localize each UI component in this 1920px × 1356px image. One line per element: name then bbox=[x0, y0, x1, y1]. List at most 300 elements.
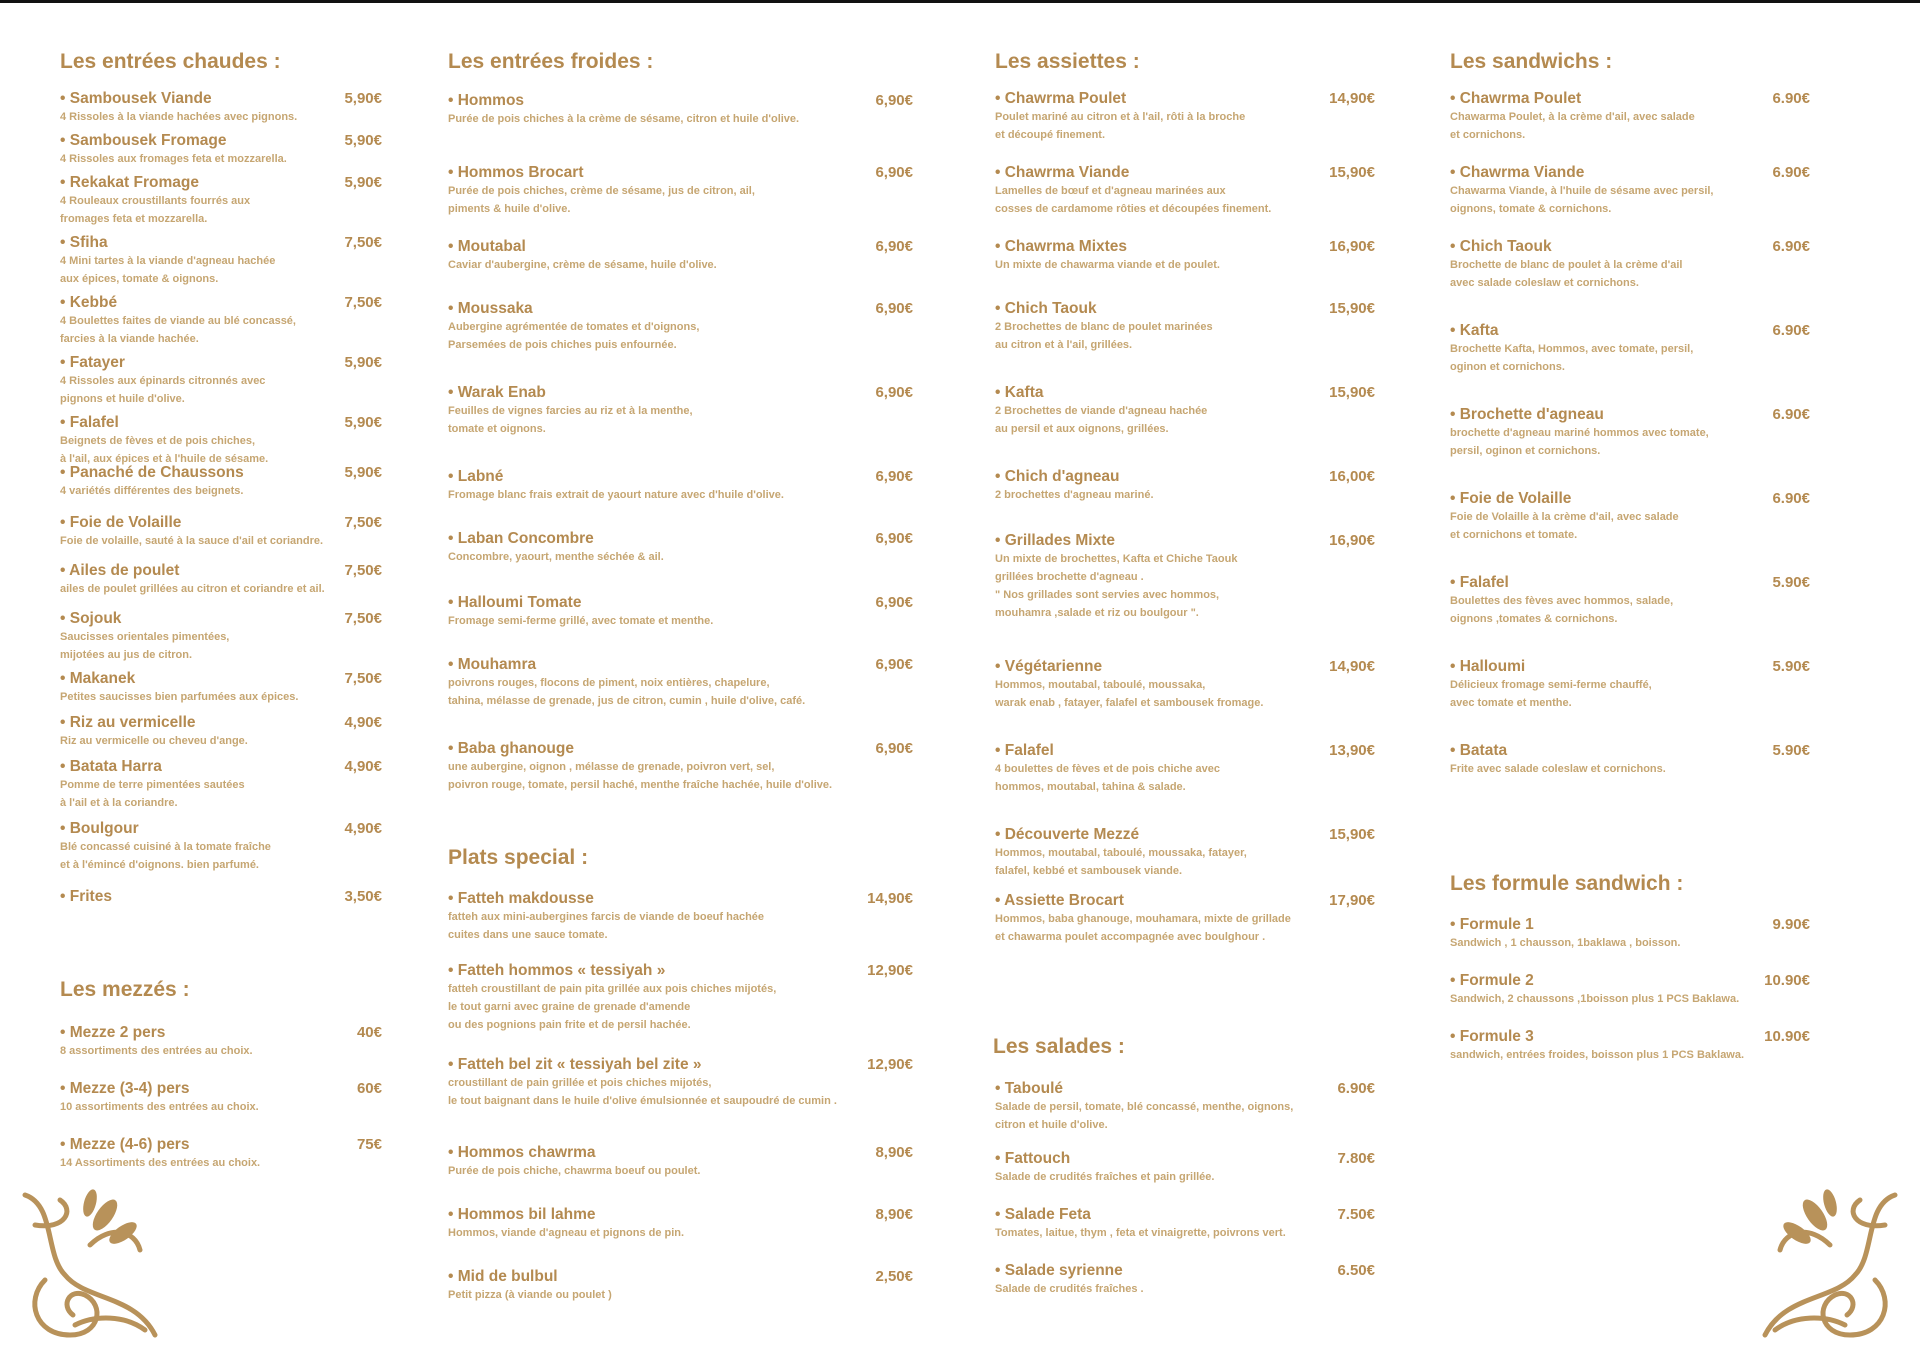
menu-item-header bbox=[60, 714, 382, 732]
menu-item-name: • Batata bbox=[1450, 742, 1508, 759]
menu-item-description: Un mixte de chawarma viande et de poulet. bbox=[995, 259, 1220, 271]
menu-item-name: • Halloumi Tomate bbox=[448, 594, 582, 611]
menu-item-price: 5,90€ bbox=[344, 132, 382, 149]
menu-item-header bbox=[995, 1262, 1375, 1280]
menu-item-price: 6,90€ bbox=[875, 594, 913, 611]
menu-column-1 bbox=[60, 50, 382, 1169]
menu-item bbox=[448, 1056, 913, 1110]
menu-item-name: • Brochette d'agneau bbox=[1450, 406, 1604, 423]
menu-item-name: • Découverte Mezzé bbox=[995, 826, 1140, 843]
menu-item-description: Tomates, laitue, thym , feta et vinaigrette, poivrons vert. bbox=[995, 1227, 1286, 1239]
menu-item-description: Salade de persil, tomate, blé concassé, menthe, oignons, citron et huile d'olive. bbox=[995, 1101, 1294, 1131]
menu-item-name: • Halloumi bbox=[1450, 658, 1526, 675]
menu-item-price: 12,90€ bbox=[867, 962, 913, 979]
menu-item bbox=[448, 656, 913, 710]
menu-item-header bbox=[60, 464, 382, 482]
menu-item bbox=[1450, 1028, 1810, 1064]
menu-item bbox=[995, 826, 1375, 880]
menu-item bbox=[60, 174, 382, 228]
menu-item-price: 6,90€ bbox=[875, 530, 913, 547]
menu-item-description: Un mixte de brochettes, Kafta et Chiche Taouk grillées brochette d'agneau . " Nos grillades sont servies avec hommos, mouhamra ,salade et riz ou boulgour ". bbox=[995, 553, 1238, 619]
menu-item-name: • Falafel bbox=[995, 742, 1054, 759]
menu-item-name: • Hommos Brocart bbox=[448, 164, 584, 181]
menu-item-name: • Makanek bbox=[60, 670, 136, 687]
menu-item-price: 7,50€ bbox=[344, 670, 382, 687]
menu-item bbox=[60, 758, 382, 812]
menu-column-3 bbox=[993, 50, 1375, 1295]
menu-item-price: 6,90€ bbox=[875, 656, 913, 673]
menu-item-price: 6.50€ bbox=[1337, 1262, 1375, 1279]
menu-item-description: Chawarma Viande, à l'huile de sésame avec persil, oignons, tomate & cornichons. bbox=[1450, 185, 1714, 215]
menu-item bbox=[60, 234, 382, 288]
menu-item-price: 5,90€ bbox=[344, 464, 382, 481]
menu-item-header bbox=[448, 656, 913, 674]
menu-item-price: 4,90€ bbox=[344, 820, 382, 837]
menu-item-price: 7.80€ bbox=[1337, 1150, 1375, 1167]
menu-item bbox=[995, 742, 1375, 796]
menu-item-description: Petit pizza (à viande ou poulet ) bbox=[448, 1289, 612, 1301]
menu-item-name: • Sambousek Viande bbox=[60, 90, 212, 107]
menu-item-description: fatteh aux mini-aubergines farcis de viande de boeuf hachée cuites dans une sauce tomate. bbox=[448, 911, 765, 941]
menu-item-description: Foie de volaille, sauté à la sauce d'ail et coriandre. bbox=[60, 535, 324, 547]
menu-item-price: 16,00€ bbox=[1329, 468, 1375, 485]
floral-ornament-left bbox=[15, 1185, 165, 1350]
menu-item-price: 7,50€ bbox=[344, 562, 382, 579]
menu-item-price: 10.90€ bbox=[1764, 1028, 1810, 1045]
menu-item-header bbox=[60, 562, 382, 580]
menu-item-header bbox=[1450, 90, 1810, 108]
menu-item-name: • Kafta bbox=[995, 384, 1044, 401]
menu-item-header bbox=[448, 740, 913, 758]
menu-item-name: • Salade syrienne bbox=[995, 1262, 1123, 1279]
menu-item-header bbox=[995, 1150, 1375, 1168]
menu-item-price: 7,50€ bbox=[344, 234, 382, 251]
menu-item bbox=[60, 1024, 382, 1060]
menu-item-header bbox=[995, 892, 1375, 910]
menu-item-header bbox=[995, 826, 1375, 844]
top-border-line bbox=[0, 0, 1920, 3]
menu-item-name: • Falafel bbox=[60, 414, 119, 431]
section-title-plats-special: Plats special : bbox=[448, 846, 589, 869]
menu-item-name: • Mezze 2 pers bbox=[60, 1024, 166, 1041]
menu-item bbox=[60, 820, 382, 874]
menu-item-header bbox=[448, 92, 913, 110]
menu-item-header bbox=[60, 294, 382, 312]
menu-item-price: 7,50€ bbox=[344, 294, 382, 311]
section-title-mezzes: Les mezzés : bbox=[60, 978, 190, 1001]
menu-item-description: Délicieux fromage semi-ferme chauffé, avec tomate et menthe. bbox=[1450, 679, 1652, 709]
menu-item-name: • Taboulé bbox=[995, 1080, 1064, 1097]
menu-item-description: 4 variétés différentes des beignets. bbox=[60, 485, 244, 497]
menu-item-name: • Laban Concombre bbox=[448, 530, 594, 547]
menu-item-description: Boulettes des fèves avec hommos, salade, oignons ,tomates & cornichons. bbox=[1450, 595, 1674, 625]
menu-item-name: • Sojouk bbox=[60, 610, 122, 627]
menu-item-description: Concombre, yaourt, menthe séchée & ail. bbox=[448, 551, 664, 563]
menu-item-description: Hommos, baba ghanouge, mouhamara, mixte de grillade et chawarma poulet accompagnée avec boulghour . bbox=[995, 913, 1291, 943]
menu-item-price: 40€ bbox=[356, 1024, 382, 1041]
menu-item-header bbox=[60, 90, 382, 108]
menu-item-description: Aubergine agrémentée de tomates et d'oignons, Parsemées de pois chiches puis enfournée. bbox=[448, 321, 700, 351]
menu-item-header bbox=[448, 238, 913, 256]
menu-item bbox=[60, 90, 382, 126]
menu-item-price: 12,90€ bbox=[867, 1056, 913, 1073]
menu-item-description: Purée de pois chiches à la crème de sésame, citron et huile d'olive. bbox=[448, 113, 800, 125]
menu-item-price: 17,90€ bbox=[1329, 892, 1375, 909]
menu-item-price: 6.90€ bbox=[1772, 490, 1810, 507]
menu-item-header bbox=[60, 758, 382, 776]
menu-item-header bbox=[60, 354, 382, 372]
menu-item bbox=[60, 514, 382, 550]
menu-item-name: • Mid de bulbul bbox=[448, 1268, 558, 1285]
menu-item-header bbox=[995, 1206, 1375, 1224]
menu-item bbox=[1450, 490, 1810, 544]
menu-item-description: 2 Brochettes de viande d'agneau hachée au persil et aux oignons, grillées. bbox=[995, 405, 1208, 435]
menu-item bbox=[1450, 916, 1810, 952]
menu-item-name: • Hommos chawrma bbox=[448, 1144, 596, 1161]
menu-item-header bbox=[448, 962, 913, 980]
menu-item-description: Chawarma Poulet, à la crème d'ail, avec salade et cornichons. bbox=[1450, 111, 1695, 141]
menu-item-header bbox=[60, 610, 382, 628]
menu-item-header bbox=[60, 514, 382, 532]
menu-item bbox=[448, 1144, 913, 1180]
menu-item-name: • Sfiha bbox=[60, 234, 108, 251]
menu-item-name: • Chich Taouk bbox=[1450, 238, 1552, 255]
menu-item-description: Caviar d'aubergine, crème de sésame, huile d'olive. bbox=[448, 259, 717, 271]
menu-item-price: 7,50€ bbox=[344, 514, 382, 531]
menu-item-price: 8,90€ bbox=[875, 1144, 913, 1161]
menu-item-price: 8,90€ bbox=[875, 1206, 913, 1223]
menu-item-name: • Moussaka bbox=[448, 300, 533, 317]
menu-item-name: • Chawrma Viande bbox=[1450, 164, 1585, 181]
menu-item-name: • Salade Feta bbox=[995, 1206, 1091, 1223]
section-title-formule-sandwich: Les formule sandwich : bbox=[1450, 872, 1684, 895]
menu-item-description: Petites saucisses bien parfumées aux épices. bbox=[60, 691, 299, 703]
menu-item-description: Fromage blanc frais extrait de yaourt nature avec d'huile d'olive. bbox=[448, 489, 784, 501]
menu-item-description: poivrons rouges, flocons de piment, noix entières, chapelure, tahina, mélasse de grenade, jus de citron, cumin , huile d'olive, café. bbox=[448, 677, 806, 707]
menu-item bbox=[60, 610, 382, 664]
menu-item-header bbox=[995, 90, 1375, 108]
menu-item-description: 2 brochettes d'agneau mariné. bbox=[995, 489, 1154, 501]
menu-item bbox=[60, 132, 382, 168]
menu-item bbox=[60, 1080, 382, 1116]
menu-item bbox=[1450, 574, 1810, 628]
menu-item-price: 2,50€ bbox=[875, 1268, 913, 1285]
menu-item-price: 6,90€ bbox=[875, 384, 913, 401]
menu-item-name: • Fattouch bbox=[995, 1150, 1071, 1167]
menu-item-header bbox=[448, 1206, 913, 1224]
menu-item-name: • Fatteh hommos « tessiyah » bbox=[448, 962, 666, 979]
menu-item-header bbox=[995, 300, 1375, 318]
menu-item-header bbox=[60, 132, 382, 150]
menu-item-description: Pomme de terre pimentées sautées à l'ail et à la coriandre. bbox=[60, 779, 245, 809]
menu-item bbox=[1450, 322, 1810, 376]
menu-item-price: 7.50€ bbox=[1337, 1206, 1375, 1223]
menu-item-header bbox=[1450, 490, 1810, 508]
menu-item bbox=[448, 92, 913, 128]
menu-item-price: 6,90€ bbox=[875, 92, 913, 109]
menu-item-price: 6.90€ bbox=[1772, 322, 1810, 339]
menu-item-name: • Kebbé bbox=[60, 294, 118, 311]
menu-item bbox=[448, 594, 913, 630]
menu-item bbox=[995, 892, 1375, 946]
menu-item-name: • Chich Taouk bbox=[995, 300, 1097, 317]
menu-item bbox=[448, 468, 913, 504]
menu-item-header bbox=[995, 164, 1375, 182]
menu-item-price: 14,90€ bbox=[1329, 90, 1375, 107]
menu-item-name: • Fatteh makdousse bbox=[448, 890, 594, 907]
menu-item-description: sandwich, entrées froides, boisson plus 1 PCS Baklawa. bbox=[1450, 1049, 1745, 1061]
menu-item bbox=[995, 658, 1375, 712]
menu-item-description: Feuilles de vignes farcies au riz et à la menthe, tomate et oignons. bbox=[448, 405, 693, 435]
menu-item-header bbox=[995, 384, 1375, 402]
menu-item-header bbox=[60, 1080, 382, 1098]
menu-item-description: Hommos, moutabal, taboulé, moussaka, fatayer, falafel, kebbé et sambousek viande. bbox=[995, 847, 1247, 877]
menu-item-description: 10 assortiments des entrées au choix. bbox=[60, 1101, 259, 1113]
menu-item-description: brochette d'agneau mariné hommos avec tomate, persil, oginon et cornichons. bbox=[1450, 427, 1709, 457]
menu-item-name: • Kafta bbox=[1450, 322, 1499, 339]
menu-item bbox=[448, 740, 913, 794]
menu-item-price: 6.90€ bbox=[1772, 238, 1810, 255]
menu-item-description: Lamelles de bœuf et d'agneau marinées aux cosses de cardamome rôties et découpées finement. bbox=[995, 185, 1272, 215]
menu-item-description: Brochette Kafta, Hommos, avec tomate, persil, oginon et cornichons. bbox=[1450, 343, 1694, 373]
menu-item bbox=[1450, 164, 1810, 218]
menu-item-price: 6,90€ bbox=[875, 468, 913, 485]
menu-item-price: 10.90€ bbox=[1764, 972, 1810, 989]
menu-item-description: Hommos, moutabal, taboulé, moussaka, warak enab , fatayer, falafel et sambousek fromage. bbox=[995, 679, 1264, 709]
menu-item-name: • Hommos bil lahme bbox=[448, 1206, 596, 1223]
menu-item-name: • Labné bbox=[448, 468, 504, 485]
menu-item bbox=[60, 562, 382, 598]
menu-item-header bbox=[448, 300, 913, 318]
menu-item-description: Poulet mariné au citron et à l'ail, rôti à la broche et découpé finement. bbox=[995, 111, 1246, 141]
menu-item-header bbox=[1450, 574, 1810, 592]
menu-item-description: Sandwich , 1 chausson, 1baklawa , boisson. bbox=[1450, 937, 1681, 949]
menu-item-description: 4 Rouleaux croustillants fourrés aux fromages feta et mozzarella. bbox=[60, 195, 251, 225]
menu-item-header bbox=[1450, 972, 1810, 990]
menu-item-header bbox=[1450, 164, 1810, 182]
menu-item-name: • Mezze (3-4) pers bbox=[60, 1080, 190, 1097]
menu-item-name: • Foie de Volaille bbox=[60, 514, 182, 531]
menu-item-price: 60€ bbox=[356, 1080, 382, 1097]
menu-item-description: 4 boulettes de fèves et de pois chiche avec hommos, moutabal, tahina & salade. bbox=[995, 763, 1220, 793]
menu-item-price: 15,90€ bbox=[1329, 164, 1375, 181]
menu-item-price: 5,90€ bbox=[344, 174, 382, 191]
menu-item-price: 15,90€ bbox=[1329, 384, 1375, 401]
menu-item-header bbox=[448, 530, 913, 548]
menu-item-price: 14,90€ bbox=[867, 890, 913, 907]
menu-item bbox=[995, 300, 1375, 354]
menu-item-description: Riz au vermicelle ou cheveu d'ange. bbox=[60, 735, 248, 747]
section-title-entrees-froides: Les entrées froides : bbox=[448, 50, 654, 73]
menu-item-price: 5.90€ bbox=[1772, 658, 1810, 675]
menu-item-header bbox=[448, 1268, 913, 1286]
menu-item-description: Salade de crudités fraîches . bbox=[995, 1283, 1144, 1295]
menu-item-header bbox=[1450, 916, 1810, 934]
menu-item-description: Fromage semi-ferme grillé, avec tomate et menthe. bbox=[448, 615, 714, 627]
menu-item-description: Blé concassé cuisiné à la tomate fraîche et à l'émincé d'oignons. bien parfumé. bbox=[60, 841, 271, 871]
menu-item-price: 4,90€ bbox=[344, 714, 382, 731]
menu-item bbox=[995, 1080, 1375, 1134]
menu-item-header bbox=[995, 742, 1375, 760]
menu-item-name: • Formule 2 bbox=[1450, 972, 1534, 989]
menu-item bbox=[1450, 658, 1810, 712]
menu-item-header bbox=[448, 468, 913, 486]
section-title-assiettes: Les assiettes : bbox=[995, 50, 1140, 73]
menu-item-header bbox=[448, 1056, 913, 1074]
menu-item bbox=[60, 670, 382, 706]
menu-item-price: 6,90€ bbox=[875, 300, 913, 317]
menu-item bbox=[60, 888, 382, 906]
menu-item bbox=[448, 530, 913, 566]
menu-item bbox=[448, 890, 913, 944]
menu-item-name: • Baba ghanouge bbox=[448, 740, 574, 757]
menu-item-header bbox=[60, 1024, 382, 1042]
menu-item bbox=[60, 1136, 382, 1172]
menu-item bbox=[448, 300, 913, 354]
menu-item-description: Salade de crudités fraîches et pain grillée. bbox=[995, 1171, 1215, 1183]
menu-item-name: • Formule 3 bbox=[1450, 1028, 1534, 1045]
menu-item-header bbox=[1450, 322, 1810, 340]
menu-item-description: Hommos, viande d'agneau et pignons de pin. bbox=[448, 1227, 685, 1239]
menu-item-price: 5,90€ bbox=[344, 414, 382, 431]
menu-item-header bbox=[60, 670, 382, 688]
menu-item-description: Brochette de blanc de poulet à la crème d'ail avec salade coleslaw et cornichons. bbox=[1450, 259, 1683, 289]
menu-item-price: 5,90€ bbox=[344, 90, 382, 107]
menu-item-name: • Chich d'agneau bbox=[995, 468, 1120, 485]
menu-item-price: 6.90€ bbox=[1337, 1080, 1375, 1097]
menu-item-price: 9.90€ bbox=[1772, 916, 1810, 933]
menu-item bbox=[995, 384, 1375, 438]
menu-item bbox=[1450, 972, 1810, 1008]
menu-item bbox=[448, 238, 913, 274]
menu-item-name: • Fatayer bbox=[60, 354, 125, 371]
menu-item-description: une aubergine, oignon , mélasse de grenade, poivron vert, sel, poivron rouge, tomate, persil haché, menthe fraîche hachée, huile d'olive. bbox=[448, 761, 833, 791]
menu-item bbox=[995, 90, 1375, 144]
menu-item-header bbox=[60, 234, 382, 252]
menu-item-description: 4 Mini tartes à la viande d'agneau hachée aux épices, tomate & oignons. bbox=[60, 255, 276, 285]
section-title-sandwichs: Les sandwichs : bbox=[1450, 50, 1613, 73]
menu-item-header bbox=[60, 174, 382, 192]
menu-item-price: 5.90€ bbox=[1772, 574, 1810, 591]
menu-item-name: • Batata Harra bbox=[60, 758, 162, 775]
menu-item-description: croustillant de pain grillée et pois chiches mijotés, le tout baignant dans le huile d'olive émulsionnée et saupoudré de cumin . bbox=[448, 1077, 837, 1107]
menu-item-name: • Chawrma Viande bbox=[995, 164, 1130, 181]
menu-item-name: • Panaché de Chaussons bbox=[60, 464, 244, 481]
menu-item-price: 6.90€ bbox=[1772, 406, 1810, 423]
menu-item bbox=[995, 532, 1375, 622]
menu-item-description: Saucisses orientales pimentées, mijotées au jus de citron. bbox=[60, 631, 230, 661]
floral-ornament-right bbox=[1755, 1185, 1905, 1350]
menu-item-name: • Mouhamra bbox=[448, 656, 537, 673]
menu-item-name: • Formule 1 bbox=[1450, 916, 1534, 933]
menu-item-price: 6.90€ bbox=[1772, 90, 1810, 107]
menu-item-name: • Falafel bbox=[1450, 574, 1509, 591]
menu-item-header bbox=[995, 1080, 1375, 1098]
menu-item-price: 16,90€ bbox=[1329, 532, 1375, 549]
menu-item-name: • Chawrma Poulet bbox=[1450, 90, 1582, 107]
menu-item-name: • Assiette Brocart bbox=[995, 892, 1124, 909]
menu-item-header bbox=[1450, 406, 1810, 424]
menu-item-name: • Ailes de poulet bbox=[60, 562, 180, 579]
menu-item-name: • Fatteh bel zit « tessiyah bel zite » bbox=[448, 1056, 702, 1073]
menu-item bbox=[995, 164, 1375, 218]
menu-item-description: Sandwich, 2 chaussons ,1boisson plus 1 PCS Baklawa. bbox=[1450, 993, 1740, 1005]
menu-item bbox=[1450, 238, 1810, 292]
section-title-entrees-chaudes: Les entrées chaudes : bbox=[60, 50, 281, 73]
menu-item-header bbox=[448, 1144, 913, 1162]
menu-item-header bbox=[448, 164, 913, 182]
menu-item-description: 14 Assortiments des entrées au choix. bbox=[60, 1157, 261, 1169]
menu-item-header bbox=[995, 238, 1375, 256]
menu-item bbox=[448, 1268, 913, 1304]
menu-item-price: 13,90€ bbox=[1329, 742, 1375, 759]
menu-item bbox=[448, 384, 913, 438]
menu-item-name: • Grillades Mixte bbox=[995, 532, 1115, 549]
menu-item-description: 4 Boulettes faites de viande au blé concassé, farcies à la viande hachée. bbox=[60, 315, 296, 345]
menu-item-description: Frite avec salade coleslaw et cornichons. bbox=[1450, 763, 1666, 775]
menu-item bbox=[995, 1150, 1375, 1186]
menu-item-description: 4 Rissoles à la viande hachées avec pignons. bbox=[60, 111, 298, 123]
menu-item-name: • Végétarienne bbox=[995, 658, 1103, 675]
menu-item-header bbox=[1450, 742, 1810, 760]
menu-item bbox=[60, 414, 382, 468]
menu-item-price: 6,90€ bbox=[875, 164, 913, 181]
menu-item-price: 15,90€ bbox=[1329, 300, 1375, 317]
menu-item-name: • Boulgour bbox=[60, 820, 139, 837]
menu-item bbox=[60, 294, 382, 348]
menu-item bbox=[1450, 90, 1810, 144]
menu-item-price: 6,90€ bbox=[875, 238, 913, 255]
menu-item-description: 2 Brochettes de blanc de poulet marinées au citron et à l'ail, grillées. bbox=[995, 321, 1213, 351]
menu-item-name: • Mezze (4-6) pers bbox=[60, 1136, 190, 1153]
menu-item-price: 7,50€ bbox=[344, 610, 382, 627]
menu-item bbox=[60, 714, 382, 750]
menu-item-price: 5,90€ bbox=[344, 354, 382, 371]
menu-item-name: • Riz au vermicelle bbox=[60, 714, 196, 731]
menu-item-header bbox=[60, 820, 382, 838]
menu-item bbox=[1450, 406, 1810, 460]
menu-item-description: 4 Rissoles aux fromages feta et mozzarella. bbox=[60, 153, 287, 165]
menu-item-name: • Chawrma Poulet bbox=[995, 90, 1127, 107]
menu-item-header bbox=[995, 468, 1375, 486]
menu-column-2 bbox=[448, 50, 913, 1301]
menu-item-header bbox=[995, 532, 1375, 550]
menu-item bbox=[995, 468, 1375, 504]
menu-item bbox=[60, 464, 382, 500]
menu-item-name: • Chawrma Mixtes bbox=[995, 238, 1128, 255]
menu-item-description: 8 assortiments des entrées au choix. bbox=[60, 1045, 253, 1057]
menu-item-description: Purée de pois chiches, crème de sésame, jus de citron, ail, piments & huile d'olive. bbox=[448, 185, 755, 215]
menu-item-header bbox=[995, 658, 1375, 676]
menu-item-name: • Sambousek Fromage bbox=[60, 132, 227, 149]
menu-item-header bbox=[60, 1136, 382, 1154]
menu-item-description: fatteh croustillant de pain pita grillée aux pois chiches mijotés, le tout garni avec graine de grenade d'amende ou des pognions pain frite et de persil hachée. bbox=[448, 983, 777, 1031]
section-title-salades: Les salades : bbox=[993, 1035, 1125, 1058]
menu-item-name: • Hommos bbox=[448, 92, 525, 109]
menu-item-name: • Foie de Volaille bbox=[1450, 490, 1572, 507]
menu-item-price: 6.90€ bbox=[1772, 164, 1810, 181]
menu-item-header bbox=[1450, 658, 1810, 676]
menu-item-description: ailes de poulet grillées au citron et coriandre et ail. bbox=[60, 583, 325, 595]
menu-item-description: Purée de pois chiche, chawrma boeuf ou poulet. bbox=[448, 1165, 701, 1177]
menu-item-header bbox=[60, 888, 382, 906]
menu-item-price: 15,90€ bbox=[1329, 826, 1375, 843]
menu-item-name: • Moutabal bbox=[448, 238, 526, 255]
menu-item bbox=[448, 962, 913, 1034]
menu-item-header bbox=[448, 384, 913, 402]
menu-item bbox=[448, 164, 913, 218]
menu-item-price: 5.90€ bbox=[1772, 742, 1810, 759]
